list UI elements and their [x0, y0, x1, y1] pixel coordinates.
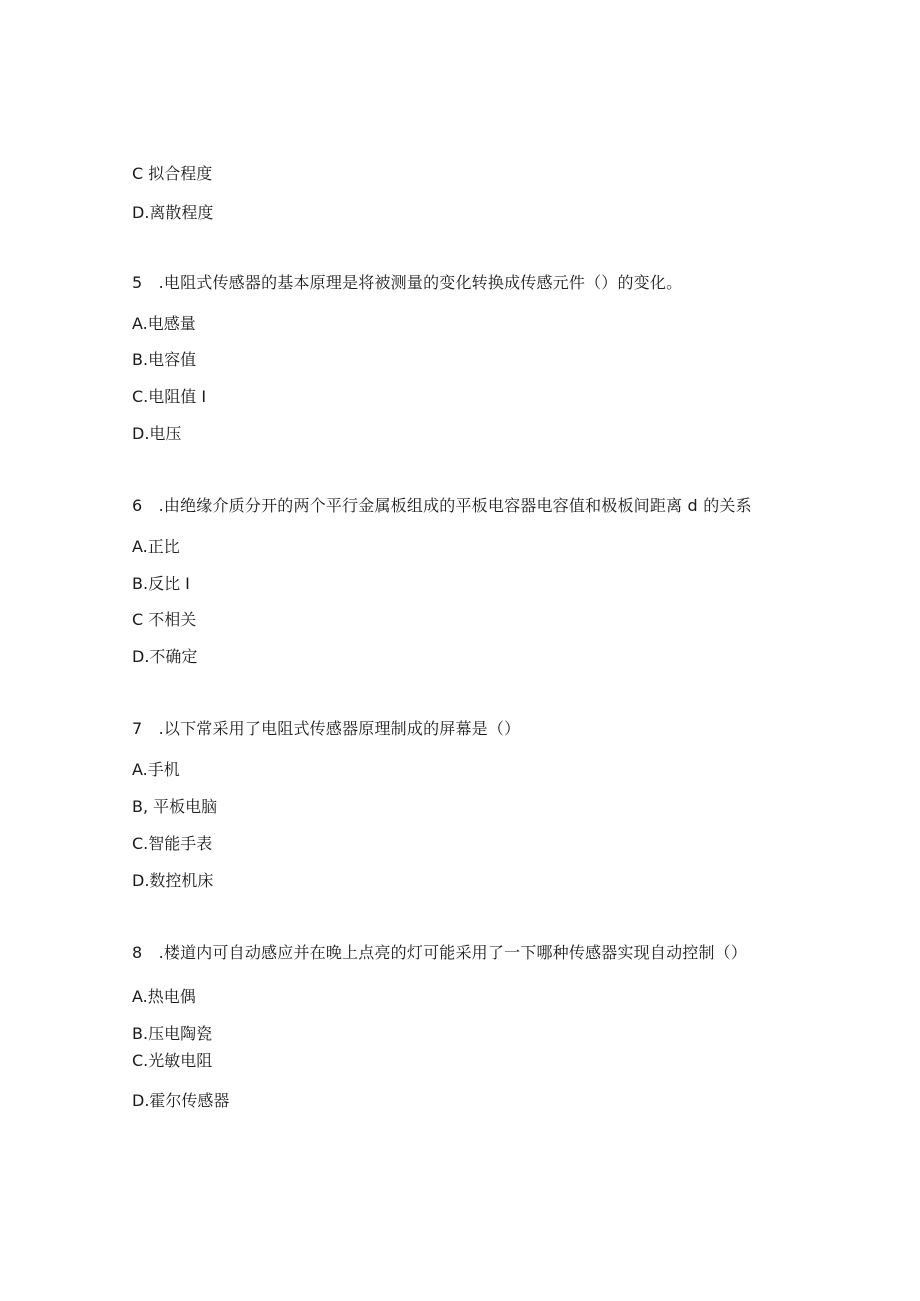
- option-5b: B.电容值: [132, 350, 197, 369]
- option-4c: C 拟合程度: [132, 164, 213, 183]
- option-4d: D.离散程度: [132, 203, 214, 222]
- option-8d: D.霍尔传感器: [132, 1091, 230, 1110]
- option-7c: C.智能手表: [132, 834, 213, 853]
- option-6a: A.正比: [132, 537, 180, 556]
- option-8a: A.热电偶: [132, 987, 196, 1006]
- option-5d: D.电压: [132, 424, 182, 443]
- option-8b: B.压电陶瓷: [132, 1024, 213, 1043]
- option-8c: C.光敏电阻: [132, 1051, 213, 1070]
- question-6: 6 .由绝缘介质分开的两个平行金属板组成的平板电容器电容值和极板间距离 d 的关系: [132, 496, 752, 515]
- option-7b: B, 平板电脑: [132, 797, 218, 816]
- option-6b: B.反比 I: [132, 574, 190, 593]
- option-5c: C.电阻值 I: [132, 387, 207, 406]
- option-7a: A.手机: [132, 760, 180, 779]
- question-5: 5 .电阻式传感器的基本原理是将被测量的变化转换成传感元件（）的变化。: [132, 273, 683, 292]
- option-5a: A.电感量: [132, 314, 196, 333]
- question-8: 8 .楼道内可自动感应并在晚上点亮的灯可能采用了一下哪种传感器实现自动控制（）: [132, 943, 748, 962]
- option-6d: D.不确定: [132, 647, 198, 666]
- option-6c: C 不相关: [132, 610, 197, 629]
- option-7d: D.数控机床: [132, 871, 214, 890]
- question-7: 7 .以下常采用了电阻式传感器原理制成的屏幕是（）: [132, 719, 521, 738]
